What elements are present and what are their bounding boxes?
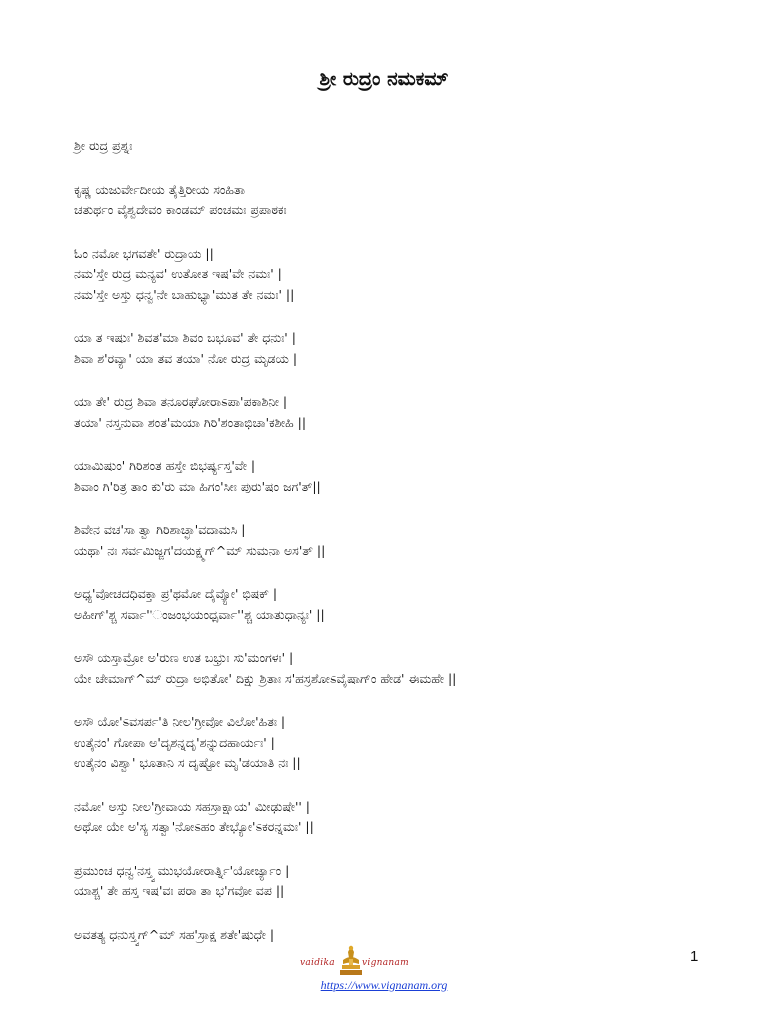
verse-paragraph [74, 456, 694, 497]
verse-paragraph [74, 244, 694, 306]
verse-line: ಅಸೌ ಯಸ್ತಾಮ್ರೋ ಅ'ರುಣ ಉತ ಬಭ್ರುಃ ಸು'ಮಂಗಳಃ' | [74, 650, 294, 665]
verse-paragraph [74, 797, 694, 838]
verse-line: ನಮ'ಸ್ತೇ ರುದ್ರ ಮನ್ಯವ' ಉತೋತ ಇಷ'ವೇ ನಮಃ' | [74, 266, 282, 281]
document-body [74, 136, 694, 968]
verse-paragraph [74, 180, 694, 221]
verse-paragraph [74, 136, 694, 157]
logo-figure-icon [340, 944, 362, 976]
verse-line: ಅಧ್ಯ'ವೋಚದಧಿವಕ್ತಾ ಪ್ರ'ಥಮೋ ದೈವ್ಯೋ' ಭಿಷಕ್ | [74, 586, 278, 601]
verse-line: ಪ್ರಮುಂಚ ಧನ್ವ'ನಸ್ತ್ವ ಮುಭಯೋರಾರ್ತ್ನಿ'ಯೋರ್ಜ್ಯಾಂ | [74, 862, 290, 878]
website-link[interactable]: https://www.vignanam.org [320, 978, 448, 992]
verse-line: ಯಾಮಿಷುಂ' ಗಿರಿಶಂತ ಹಸ್ತೇ ಬಿಭರ್ಷ್ಯಸ್ತ'ವೇ | [74, 458, 256, 473]
verse-line: ಶಿವೇನ ವಚ'ಸಾ ತ್ವಾ ಗಿರಿಶಾಚ್ಛಾ'ವದಾಮಸಿ | [74, 522, 246, 537]
verse-paragraph [74, 861, 694, 902]
verse-line: ಅಸೌ ಯೋ'ಽವಸರ್ಪ'ತಿ ನೀಲ'ಗ್ರೀವೋ ವಿಲೋ'ಹಿತಃ | [74, 714, 286, 729]
verse-paragraph [74, 520, 694, 561]
verse-line: ಉತೈನಂ' ಗೋಪಾ ಅ'ದೃಶನ್ನದೃ'ಶನ್ನುದಹಾರ್ಯಃ' | [74, 734, 275, 750]
verse-line: ಶಿವಾಂ ಗಿ'ರಿತ್ರ ತಾಂ ಕು'ರು ಮಾ ಹಿಗಂ'ಸೀಃ ಪುರು'ಷಂ ಜಗ'ತ್|| [74, 478, 321, 494]
verse-line: ಯಾ ತ ಇಷುಃ' ಶಿವತ'ಮಾ ಶಿವಂ ಬಭೂವ' ತೇ ಧನುಃ' | [74, 330, 296, 345]
vaidika-vignanam-logo [300, 944, 409, 978]
verse-line: ಅಥೋ ಯೇ ಅ'ಸ್ಯ ಸತ್ವಾ'ನೋಽಹಂ ತೇಭ್ಯೋ'ಽಕರನ್ನಮಃ' || [74, 819, 314, 834]
verse-line: ಯಾಶ್ಚ' ತೇ ಹಸ್ತ ಇಷ'ವಃ ಪರಾ ತಾ ಭ'ಗವೋ ವಪ || [74, 883, 285, 898]
verse-paragraph [74, 328, 694, 369]
verse-line: ಅಹೀಗ್'ಶ್ಚ ಸರ್ವಾ''ಂಜಂಭಯಂಧ್ಸರ್ವಾ''ಶ್ಚ ಯಾತುಧಾನ್ಯಃ' || [74, 606, 325, 622]
verse-line: ತಯಾ' ನಸ್ತನುವಾ ಶಂತ'ಮಯಾ ಗಿರಿ'ಶಂತಾಭಿಚಾ'ಕಶೀಹಿ || [74, 414, 307, 430]
verse-line: ಶ್ರೀ ರುದ್ರ ಪ್ರಶ್ನಃ [74, 138, 133, 153]
page-number: 1 [690, 948, 699, 965]
verse-paragraph [74, 925, 694, 946]
verse-paragraph [74, 392, 694, 433]
verse-line: ಕೃಷ್ಣ ಯಜುರ್ವೇದೀಯ ತೈತ್ತಿರೀಯ ಸಂಹಿತಾ [74, 181, 245, 197]
verse-line: ಚತುರ್ಥಂ ವೈಶ್ವದೇವಂ ಕಾಂಡಮ್ ಪಂಚಮಃ ಪ್ರಪಾಠಕಃ [74, 202, 287, 217]
verse-paragraph [74, 648, 694, 689]
verse-line: ಉತೈನಂ ವಿಶ್ವಾ' ಭೂತಾನಿ ಸ ದೃಷ್ಟೋ ಮೃ'ಡಯಾತಿ ನಃ || [74, 755, 301, 770]
logo-text-vaidika: vaidika [300, 958, 335, 968]
verse-line: ನಮ'ಸ್ತೇ ಅಸ್ತು ಧನ್ವ'ನೇ ಬಾಹುಭ್ಯಾ'ಮುತ ತೇ ನಮಃ' || [74, 286, 295, 302]
verse-paragraph [74, 712, 694, 774]
verse-line: ಅವತತ್ಯ ಧನುಸ್ತ್ವಗ್^ಮ್ ಸಹ'ಸ್ರಾಕ್ಷ ಶತೇ'ಷುಧೇ | [74, 926, 275, 942]
verse-line: ಯಾ ತೇ' ರುದ್ರ ಶಿವಾ ತನೂರಘೋರಾಽಪಾ'ಪಕಾಶಿನೀ | [74, 394, 288, 409]
verse-line: ನಮೋ' ಅಸ್ತು ನೀಲ'ಗ್ರೀವಾಯ ಸಹಸ್ರಾಕ್ಷಾಯ' ಮೀಢುಷೇ'' | [74, 798, 311, 814]
verse-paragraph [74, 584, 694, 625]
logo-text-vignanam: vignanam [362, 958, 409, 968]
page-title: ಶ್ರೀ ರುದ್ರಂ ನಮಕಮ್ [319, 68, 449, 90]
verse-line: ಶಿವಾ ಶ'ರವ್ಯಾ' ಯಾ ತವ ತಯಾ' ನೋ ರುದ್ರ ಮೃಡಯ | [74, 350, 298, 366]
verse-line: ಯೇ ಚೇಮಾಗ್^ಮ್ ರುದ್ರಾ ಅಭಿತೋ' ದಿಕ್ಷು ಶ್ರಿತಾಃ ಸ'ಹಸ್ರಶೋಽವೈಷಾಗ್ಂ ಹೇಡ' ಈಮಹೇ || [74, 670, 457, 686]
verse-line: ಓಂ ನಮೋ ಭಗವತೇ' ರುದ್ರಾಯ || [74, 245, 214, 261]
verse-line: ಯಥಾ' ನಃ ಸರ್ವಮಿಜ್ಜಗ'ದಯಕ್ಷ್ಮಗ್^ಮ್ ಸುಮನಾ ಅಸ'ತ್ || [74, 542, 326, 558]
